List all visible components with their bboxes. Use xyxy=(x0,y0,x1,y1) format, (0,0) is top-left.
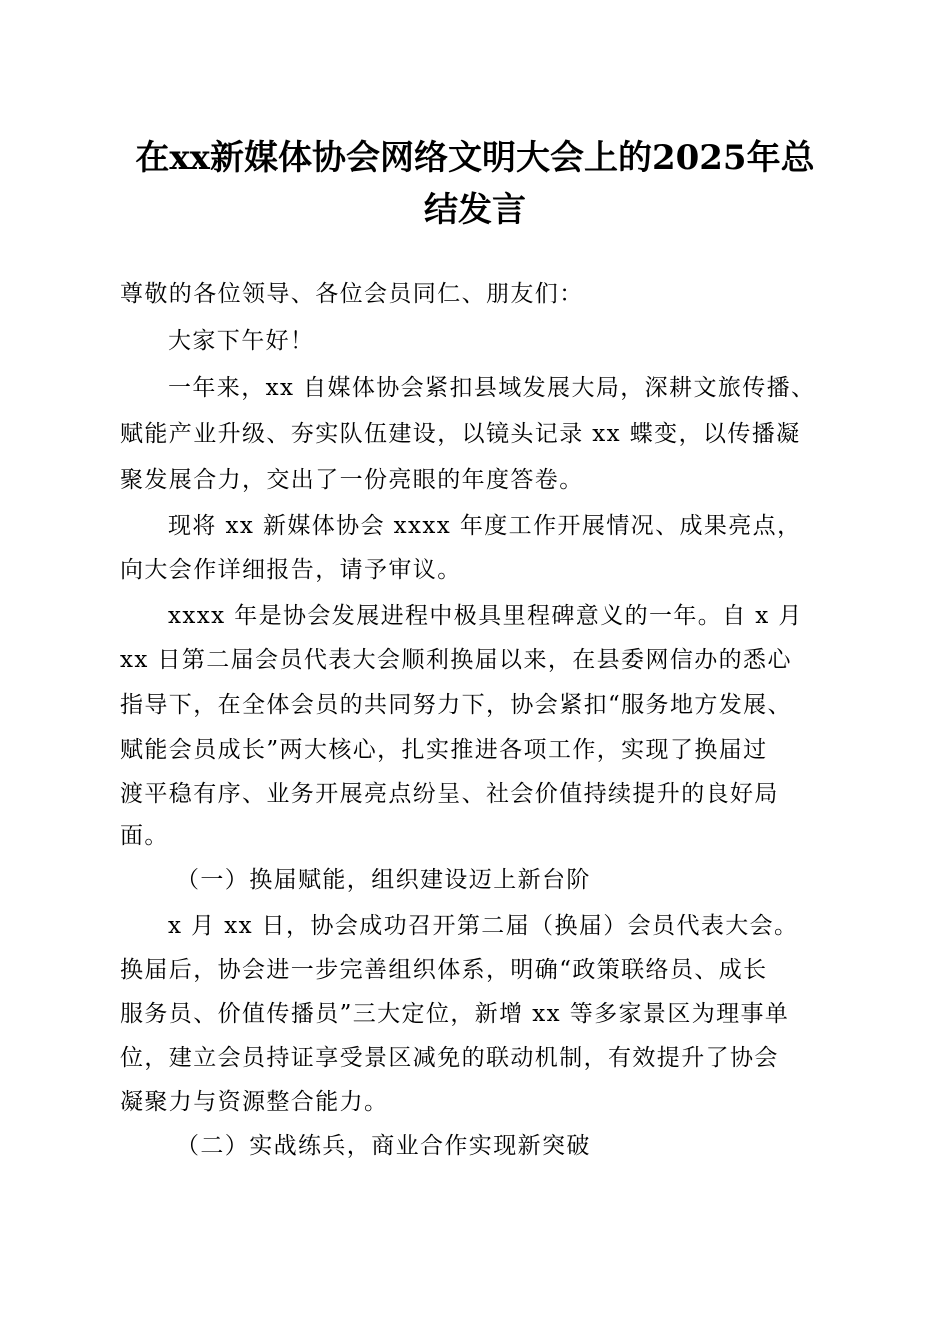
paragraph-line: 赋能产业升级、夯实队伍建设，以镜头记录 xx 蝶变，以传播凝 xyxy=(120,421,801,447)
paragraph-line: 凝聚力与资源整合能力。 xyxy=(120,1089,389,1115)
paragraph-line: 渡平稳有序、业务开展亮点纷呈、社会价值持续提升的良好局 xyxy=(120,781,779,807)
section-heading: （一）换届赋能，组织建设迈上新台阶 xyxy=(176,867,591,893)
title-line: 结发言 xyxy=(424,190,526,230)
paragraph-line: 面。 xyxy=(120,823,169,849)
salutation: 尊敬的各位领导、各位会员同仁、朋友们： xyxy=(120,281,584,307)
paragraph-line: 换届后，协会进一步完善组织体系，明确“政策联络员、成长 xyxy=(120,957,768,983)
paragraph-line: 指导下，在全体会员的共同努力下，协会紧扣“服务地方发展、 xyxy=(120,692,792,718)
paragraph-line: 一年来，xx 自媒体协会紧扣县域发展大局，深耕文旅传播、 xyxy=(168,375,816,401)
paragraph-line: 聚发展合力，交出了一份亮眼的年度答卷。 xyxy=(120,467,584,493)
paragraph-line: xx 日第二届会员代表大会顺利换届以来，在县委网信办的悉心 xyxy=(120,647,792,673)
paragraph-line: xxxx 年是协会发展进程中极具里程碑意义的一年。自 x 月 xyxy=(168,603,803,629)
section-heading: （二）实战练兵，商业合作实现新突破 xyxy=(176,1133,591,1159)
greeting: 大家下午好！ xyxy=(168,328,315,354)
paragraph-line: 赋能会员成长”两大核心，扎实推进各项工作，实现了换届过 xyxy=(120,737,768,763)
paragraph-line: 服务员、价值传播员”三大定位，新增 xx 等多家景区为理事单 xyxy=(120,1001,790,1027)
paragraph-line: 现将 xx 新媒体协会 xxxx 年度工作开展情况、成果亮点， xyxy=(168,513,802,539)
document-title xyxy=(110,132,840,236)
paragraph-line: 位，建立会员持证享受景区减免的联动机制，有效提升了协会 xyxy=(120,1045,779,1071)
title-line: 在xx新媒体协会网络文明大会上的2025年总 xyxy=(135,138,815,178)
paragraph-line: x 月 xx 日，协会成功召开第二届（换届）会员代表大会。 xyxy=(168,913,799,939)
paragraph-line: 向大会作详细报告，请予审议。 xyxy=(120,557,462,583)
